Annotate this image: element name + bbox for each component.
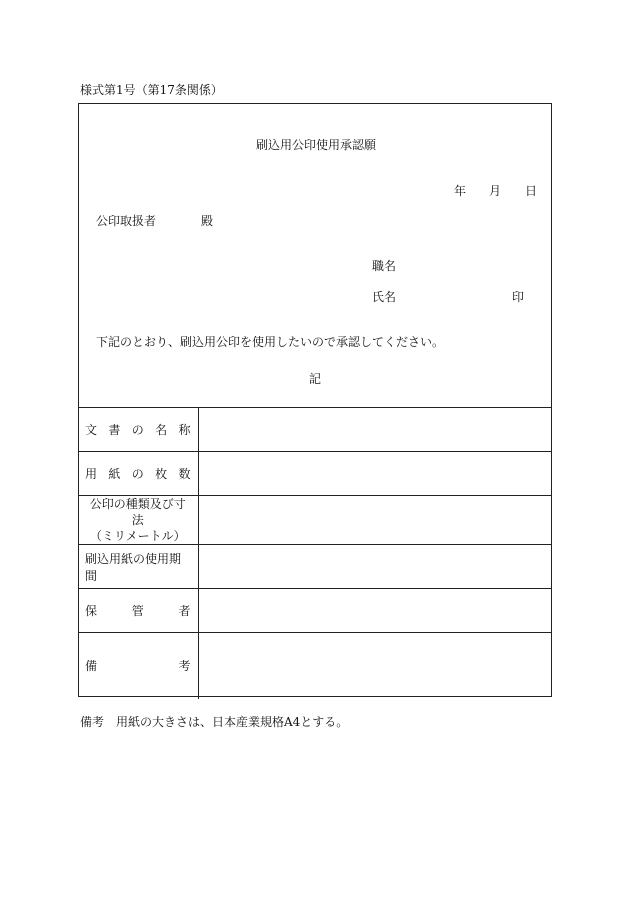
table-row	[78, 408, 552, 452]
table-row	[78, 633, 552, 699]
form-number: 様式第1号（第17条関係）	[80, 83, 223, 97]
label-seal-type-size: 公印の種類及び寸法 （ミリメートル）	[78, 496, 198, 545]
honorific: 殿	[201, 214, 214, 228]
table-row	[78, 589, 552, 633]
label-remarks: 備 考	[78, 633, 198, 699]
value-custodian[interactable]	[198, 589, 552, 633]
footnote: 備考 用紙の大きさは、日本産業規格A4とする。	[80, 715, 349, 729]
table-row	[78, 452, 552, 496]
value-usage-period[interactable]	[198, 545, 552, 589]
seal-mark: 印	[512, 290, 525, 304]
ki-heading: 記	[309, 372, 322, 386]
value-remarks[interactable]	[198, 633, 552, 699]
label-paper-count: 用 紙 の 枚 数	[78, 452, 198, 496]
label-usage-period: 刷込用紙の使用期間	[78, 545, 198, 589]
table-row	[78, 545, 552, 589]
value-seal-type-size[interactable]	[198, 496, 552, 545]
value-paper-count[interactable]	[198, 452, 552, 496]
applicant-name: 氏名	[372, 290, 397, 304]
applicant-job-title: 職名	[372, 259, 397, 273]
date-month: 月	[489, 184, 502, 198]
value-document-name[interactable]	[198, 408, 552, 452]
label-document-name: 文 書 の 名 称	[78, 408, 198, 452]
date-day: 日	[525, 184, 538, 198]
request-text: 下記のとおり、刷込用公印を使用したいので承認してください。	[96, 335, 445, 349]
date-year: 年	[454, 184, 467, 198]
table-row	[78, 496, 552, 545]
label-custodian: 保 管 者	[78, 589, 198, 633]
items-table	[78, 407, 552, 699]
form-title: 刷込用公印使用承認願	[256, 138, 377, 152]
addressee: 公印取扱者	[96, 214, 157, 228]
